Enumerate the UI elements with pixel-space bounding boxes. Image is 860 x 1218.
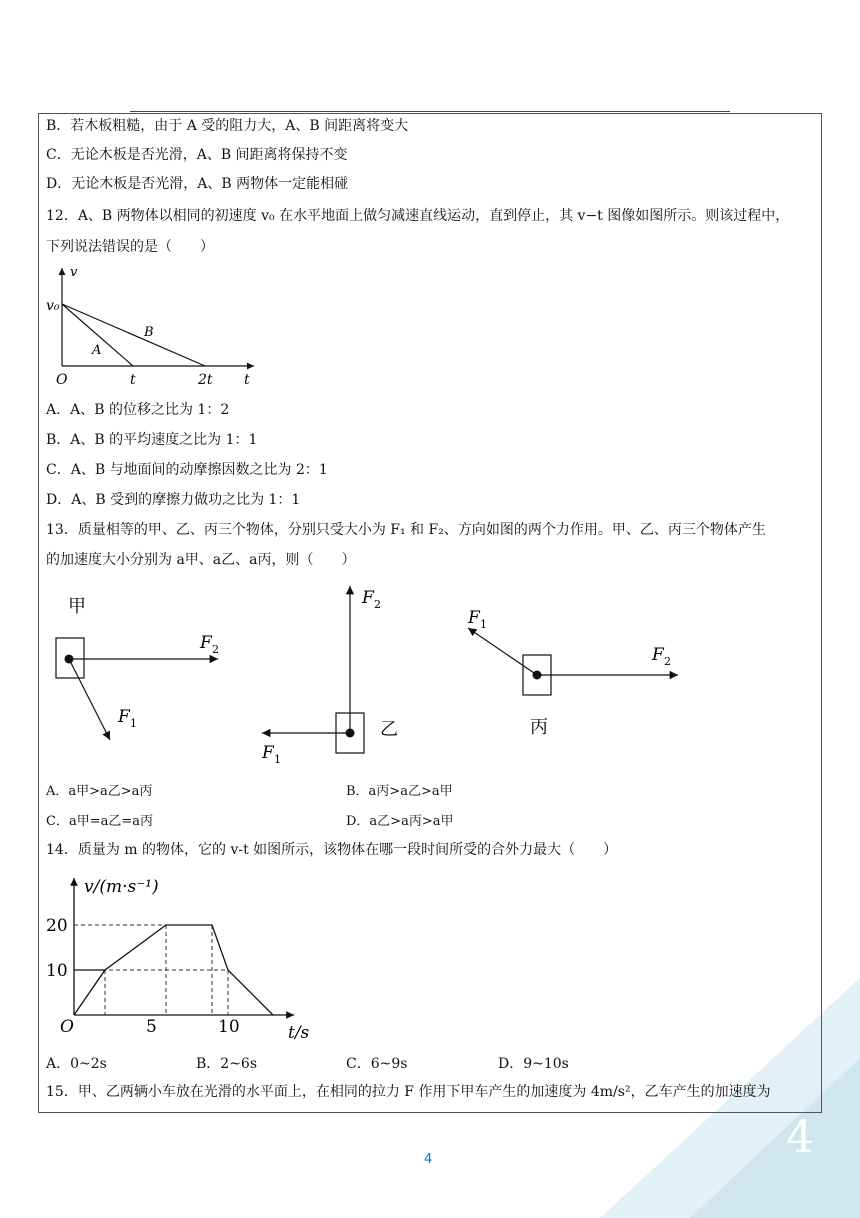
q13-figure-bing [467,608,678,738]
q12-t-label: t [244,372,250,388]
q13-bing-f2: F [652,645,664,665]
q14-option-c: C．6~9s [346,1056,408,1072]
header-rule [130,111,730,112]
q12-option-c: C．A、B 与地面间的动摩擦因数之比为 2：1 [46,462,328,478]
q14-option-b: B．2~6s [196,1056,258,1072]
q12-tick-2t: 2t [198,372,213,388]
q12-label-b: B [144,325,154,340]
q13-yi-f1: F [262,743,274,763]
q14-stem: 14．质量为 m 的物体，它的 v-t 如图所示，该物体在哪一段时间所受的合外力最大（ ） [46,842,618,858]
q13-stem-line1: 13．质量相等的甲、乙、丙三个物体，分别只受大小为 F₁ 和 F₂、方向如图的两个力作用。甲、乙、丙三个物体产生 [46,522,766,538]
q14-y-label: v/(m·s⁻¹) [84,877,159,897]
q11-option-b: B．若木板粗糙，由于 A 受的阻力大，A、B 间距离将变大 [46,118,409,134]
q13-yi-f2: F [362,588,374,608]
q13-jia-f1-sub: 1 [130,717,137,730]
page-number: 4 [424,1152,433,1167]
q13-bing-f2-sub: 2 [664,655,671,668]
q14-option-d: D．9~10s [498,1056,569,1072]
q13-force-diagrams [40,578,700,768]
q13-bing-label: 丙 [530,717,548,738]
q13-option-b: B．a丙>a乙>a甲 [346,784,453,799]
q13-bing-f1: F [468,608,480,628]
q11-option-d: D．无论木板是否光滑，A、B 两物体一定能相碰 [46,176,349,192]
page-number-large: 4 [786,1112,814,1163]
q12-origin: O [56,372,68,388]
q13-jia-label: 甲 [68,596,86,617]
q14-x-label: t/s [288,1023,310,1040]
q13-figure-yi [261,586,398,766]
q12-option-d: D．A、B 受到的摩擦力做功之比为 1：1 [46,492,301,508]
q14-xtick-5: 5 [146,1017,157,1037]
q14-ytick-20: 20 [46,916,68,936]
q13-figure-jia [56,596,219,740]
q13-option-a: A．a甲>a乙>a丙 [46,784,153,799]
q12-stem-line1: 12．A、B 两物体以相同的初速度 v₀ 在水平地面上做匀减速直线运动，直到停止，其 v−t 图像如图所示。则该过程中， [46,208,790,224]
q12-v0-label: v₀ [46,298,60,314]
q11-option-c: C．无论木板是否光滑，A、B 间距离将保持不变 [46,147,348,163]
q12-line-b [62,304,205,366]
q12-stem-line2: 下列说法错误的是（ ） [46,239,214,255]
q13-option-c: C．a甲=a乙=a丙 [46,814,153,829]
q12-tick-t: t [130,372,136,388]
q13-stem-line2: 的加速度大小分别为 a甲、a乙、a丙，则（ ） [46,552,356,568]
q13-jia-f2-sub: 2 [212,643,219,656]
q13-option-d: D．a乙>a丙>a甲 [346,814,454,829]
q14-origin: O [60,1017,74,1037]
q14-option-a: A．0~2s [46,1056,107,1072]
q12-option-a: A．A、B 的位移之比为 1：2 [46,402,230,418]
q15-stem: 15．甲、乙两辆小车放在光滑的水平面上，在相同的拉力 F 作用下甲车产生的加速度为 4m/s²，乙车产生的加速度为 [46,1084,771,1100]
q12-v-label: v [70,265,78,280]
q13-bing-f1-sub: 1 [480,618,487,631]
q13-jia-f1: F [118,707,130,727]
q12-option-b: B．A、B 的平均速度之比为 1：1 [46,432,258,448]
q12-vt-graph [40,262,270,392]
q13-yi-label: 乙 [380,719,398,740]
q14-ytick-10: 10 [46,961,68,981]
q13-yi-f1-sub: 1 [274,753,281,766]
q14-vt-graph [44,870,324,1040]
q12-label-a: A [92,343,102,358]
q13-jia-f2: F [200,633,212,653]
q13-yi-f2-sub: 2 [374,598,381,611]
q14-xtick-10: 10 [218,1017,240,1037]
